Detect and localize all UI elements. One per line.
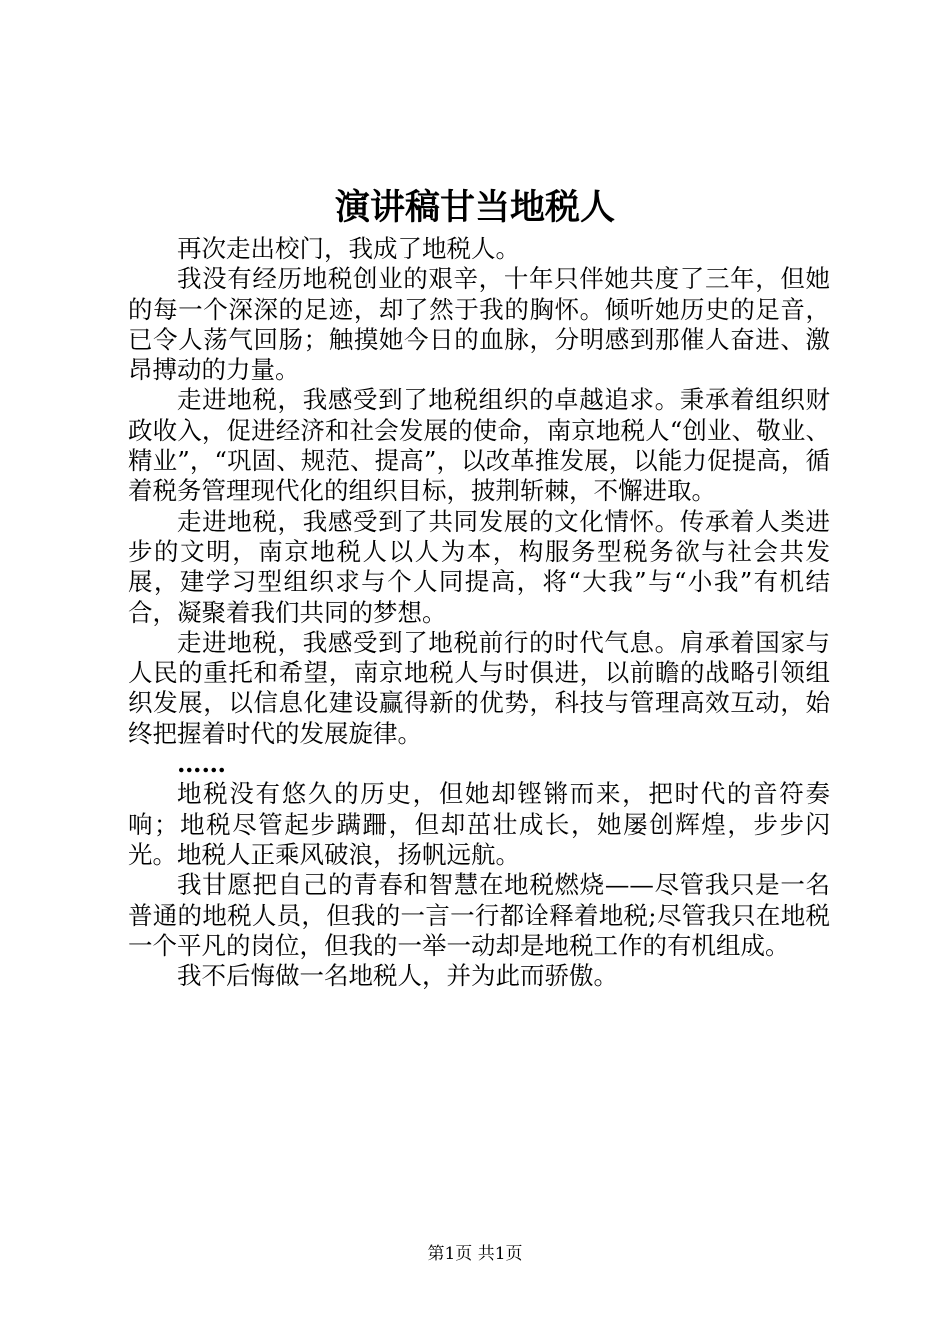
paragraph-6: 地税没有悠久的历史，但她却铿锵而来，把时代的音符奏响；地税尽管起步蹒跚，但却茁壮成长，她屡创辉煌，步步闪光。地税人正乘风破浪，扬帆远航。 [128,779,830,869]
paragraph-3: 走进地税，我感受到了地税组织的卓越追求。秉承着组织财政收入，促进经济和社会发展的使命，南京地税人“创业、敬业、精业”，“巩固、规范、提高”，以改革推发展，以能力促提高，循着税务管理现代化的组织目标，披荆斩棘，不懈进取。 [128,385,830,506]
paragraph-8: 我不后悔做一名地税人，并为此而骄傲。 [177,961,618,991]
paragraph-5: 走进地税，我感受到了地税前行的时代气息。肩承着国家与人民的重托和希望，南京地税人与时俱进，以前瞻的战略引领组织发展，以信息化建设赢得新的优势，科技与管理高效互动，始终把握着时代的发展旋律。 [128,627,830,748]
paragraph-4: 走进地税，我感受到了共同发展的文化情怀。传承着人类进步的文明，南京地税人以人为本，构服务型税务欲与社会共发展，建学习型组织求与个人同提高，将“大我”与“小我”有机结合，凝聚着我们共同的梦想。 [128,506,830,627]
paragraph-2: 我没有经历地税创业的艰辛，十年只伴她共度了三年，但她的每一个深深的足迹，却了然于我的胸怀。倾听她历史的足音，已令人荡气回肠；触摸她今日的血脉，分明感到那催人奋进、激昂搏动的力量。 [128,264,830,385]
document-body [128,234,830,991]
document-title: 演讲稿甘当地税人 [334,187,615,228]
page-footer: 第1页 共1页 [427,1244,523,1264]
ellipsis-line: …… [177,749,226,779]
paragraph-7: 我甘愿把自己的青春和智慧在地税燃烧——尽管我只是一名普通的地税人员，但我的一言一行都诠释着地税;尽管我只在地税一个平凡的岗位，但我的一举一动却是地税工作的有机组成。 [128,870,830,960]
paragraph-1: 再次走出校门，我成了地税人。 [177,234,520,263]
